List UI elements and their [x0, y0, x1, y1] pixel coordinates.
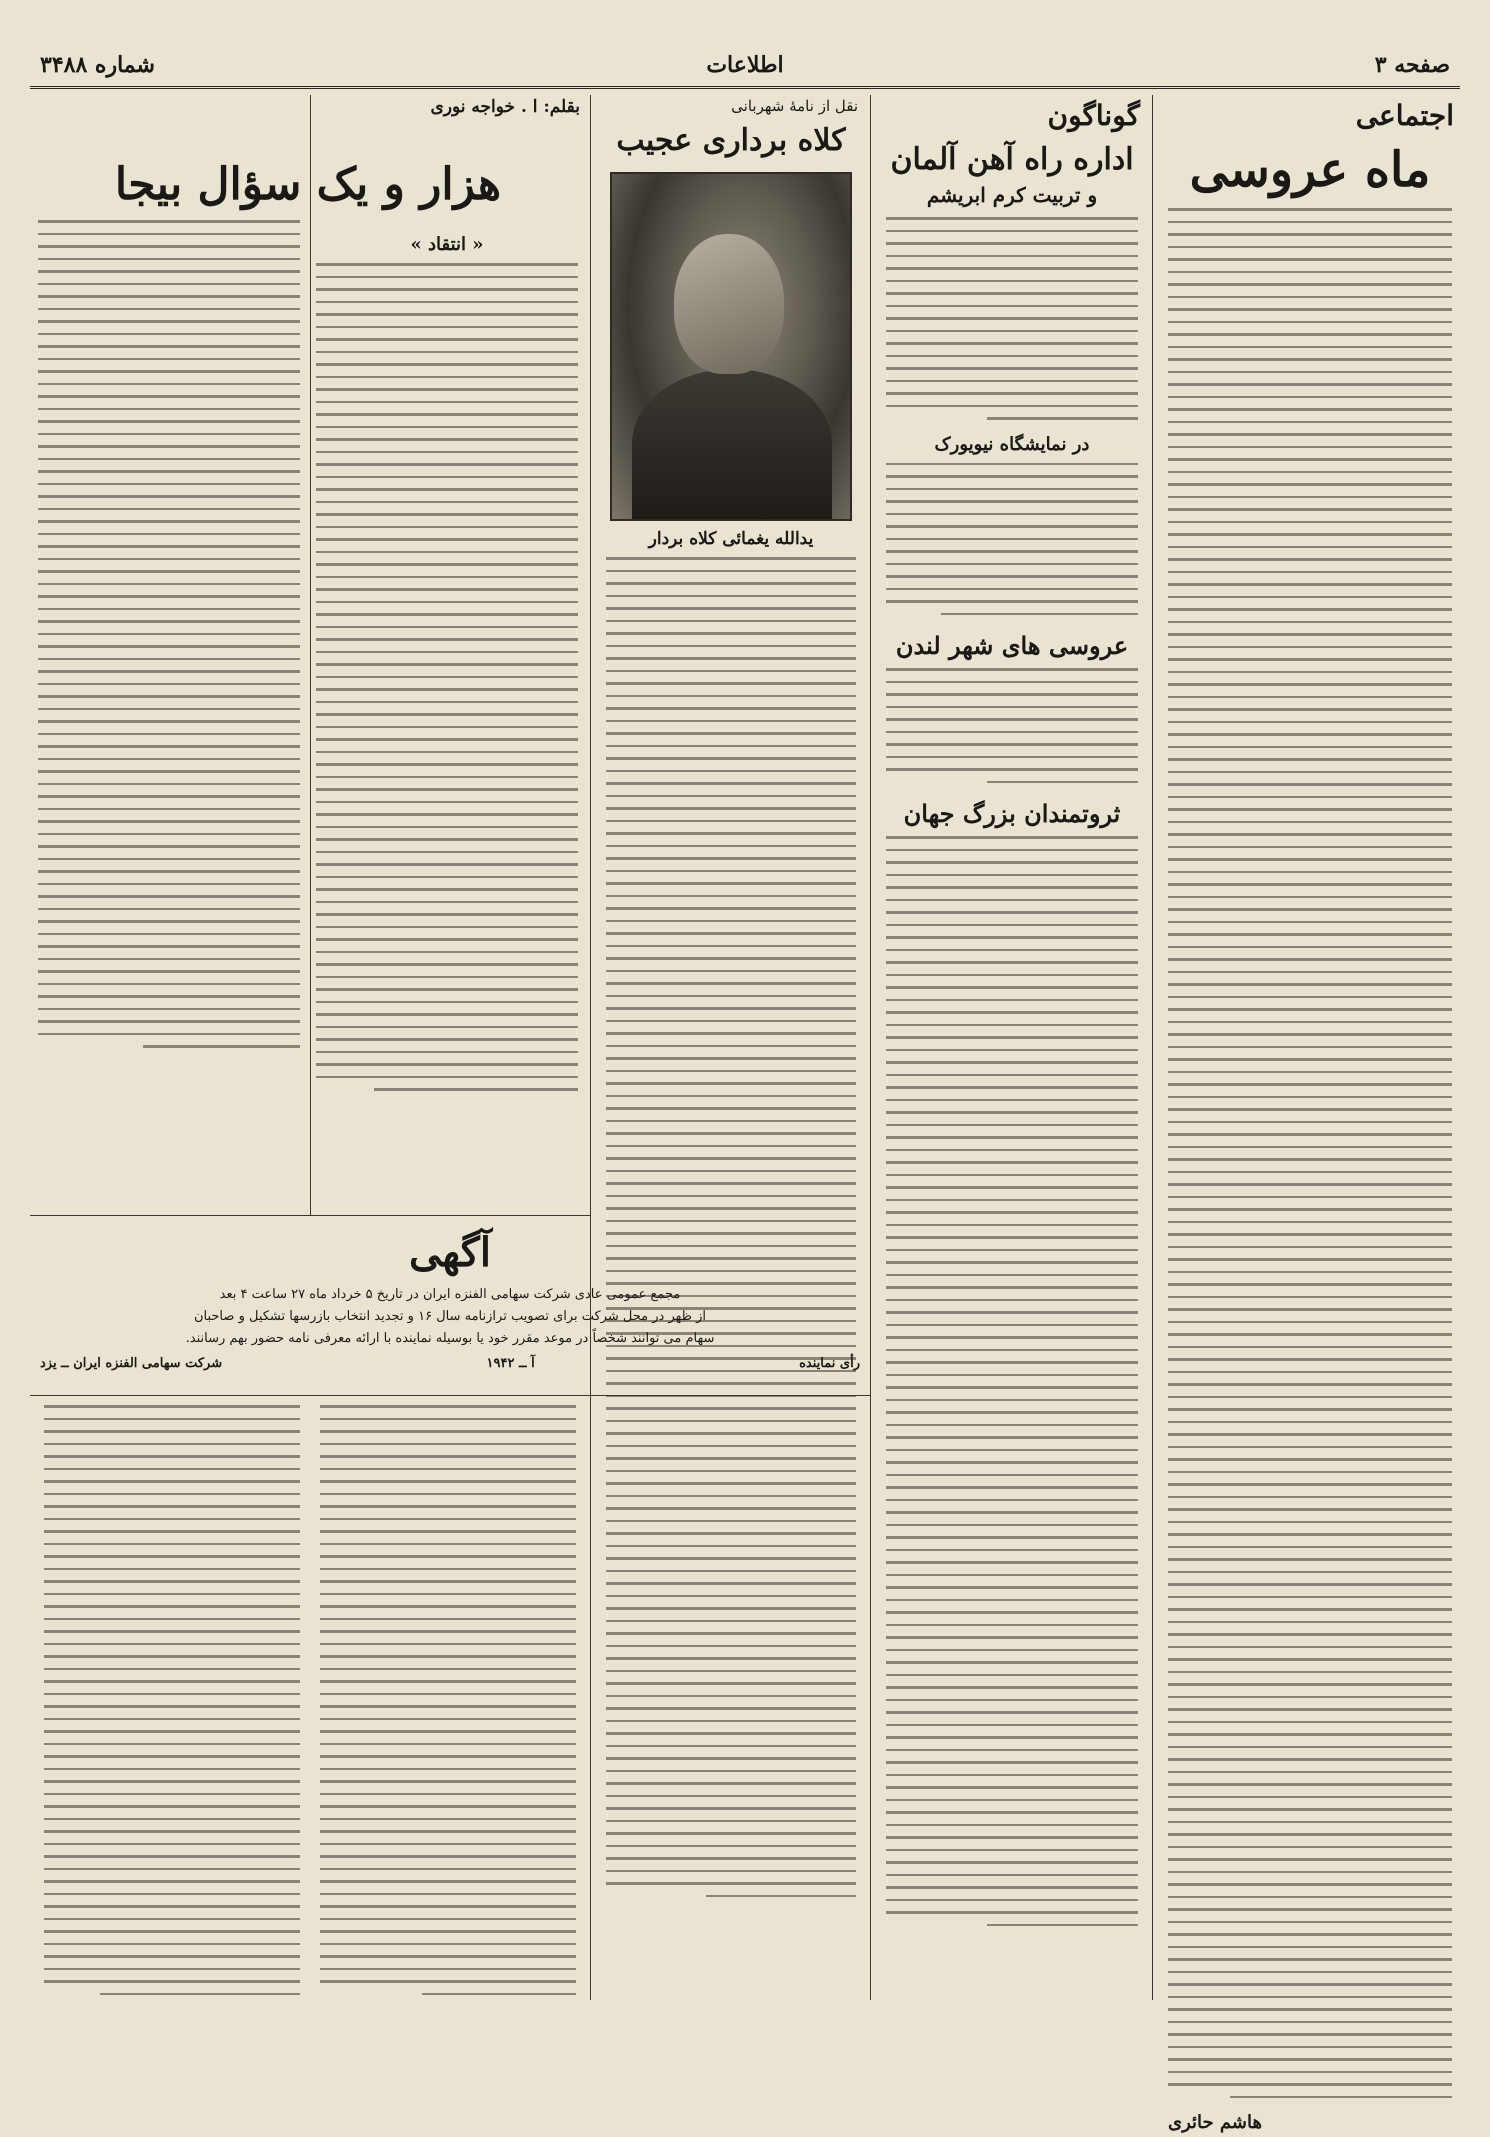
page-number: صفحه ۳	[1374, 52, 1450, 78]
section-kicker: اجتماعی	[1355, 99, 1454, 132]
column-continuation	[36, 1405, 308, 2000]
column-questions	[30, 95, 586, 1210]
portrait-photo	[610, 172, 852, 521]
column-rule	[590, 95, 591, 2000]
ad-footer-right: رأی نماینده	[799, 1356, 860, 1371]
subsection-heading: « انتقاد »	[410, 234, 484, 255]
article-byline: بقلم: ا . خواجه نوری	[430, 97, 580, 117]
article-title: ماه عروسی	[1189, 142, 1431, 198]
masthead	[30, 52, 1460, 89]
column-misc	[878, 95, 1146, 2000]
ad-footer-left: شرکت سهامی الفنزه ایران ــ یزد	[40, 1356, 223, 1371]
ad-title: آگهی	[409, 1229, 491, 1276]
subsection-heading: عروسی های شهر لندن	[895, 631, 1129, 660]
subsection-heading: در نمایشگاه نیویورک	[934, 433, 1090, 455]
article-body	[1160, 208, 1460, 2098]
article-body	[878, 668, 1146, 783]
article-body	[308, 220, 586, 1101]
subsection-heading: ثروتمندان بزرگ جهان	[903, 799, 1121, 828]
ad-text-line: از ظهر در محل شرکت برای تصویب ترازنامه سال ۱۶ و تجدید انتخاب بازرسها تشکیل و صاحبان	[193, 1309, 707, 1324]
article-title: کلاه برداری عجیب	[616, 123, 846, 158]
column-hat-fraud	[598, 95, 864, 2000]
advertisement	[30, 1225, 870, 1385]
issue-number: شماره ۳۴۸۸	[40, 52, 155, 78]
section-rule	[30, 1215, 590, 1216]
column-continuation	[312, 1405, 584, 2000]
article-title: هزار و یک سؤال بیجا	[114, 159, 502, 210]
ad-text-line: سهام می توانند شخصاً در موعد مقرر خود یا بوسیله نماینده با ارائه معرفی نامه حضور بهم رسانند.	[185, 1331, 715, 1346]
article-title: اداره راه آهن آلمان	[890, 142, 1134, 177]
article-body	[878, 463, 1146, 616]
article-source: نقل از نامهٔ شهربانی	[731, 97, 858, 115]
article-body	[878, 836, 1146, 1926]
column-rule	[1152, 95, 1153, 2000]
column-social	[1160, 95, 1460, 2133]
article-body	[878, 217, 1146, 420]
photo-caption: یدالله یغمائی کلاه بردار	[648, 529, 814, 549]
column-rule	[870, 95, 871, 2000]
article-signature: هاشم حائری	[1168, 2112, 1262, 2133]
ad-text-line: مجمع عمومی عادی شرکت سهامی الفنزه ایران در تاریخ ۵ خرداد ماه ۲۷ ساعت ۴ بعد	[219, 1287, 681, 1302]
article-body	[30, 220, 308, 1101]
ad-footer-mid: آ ــ ۱۹۴۲	[486, 1356, 535, 1371]
section-kicker: گوناگون	[1047, 99, 1140, 132]
newspaper-name: اطلاعات	[706, 52, 784, 78]
article-subtitle: و تربیت کرم ابریشم	[926, 183, 1098, 207]
ad-footer	[30, 1352, 870, 1375]
